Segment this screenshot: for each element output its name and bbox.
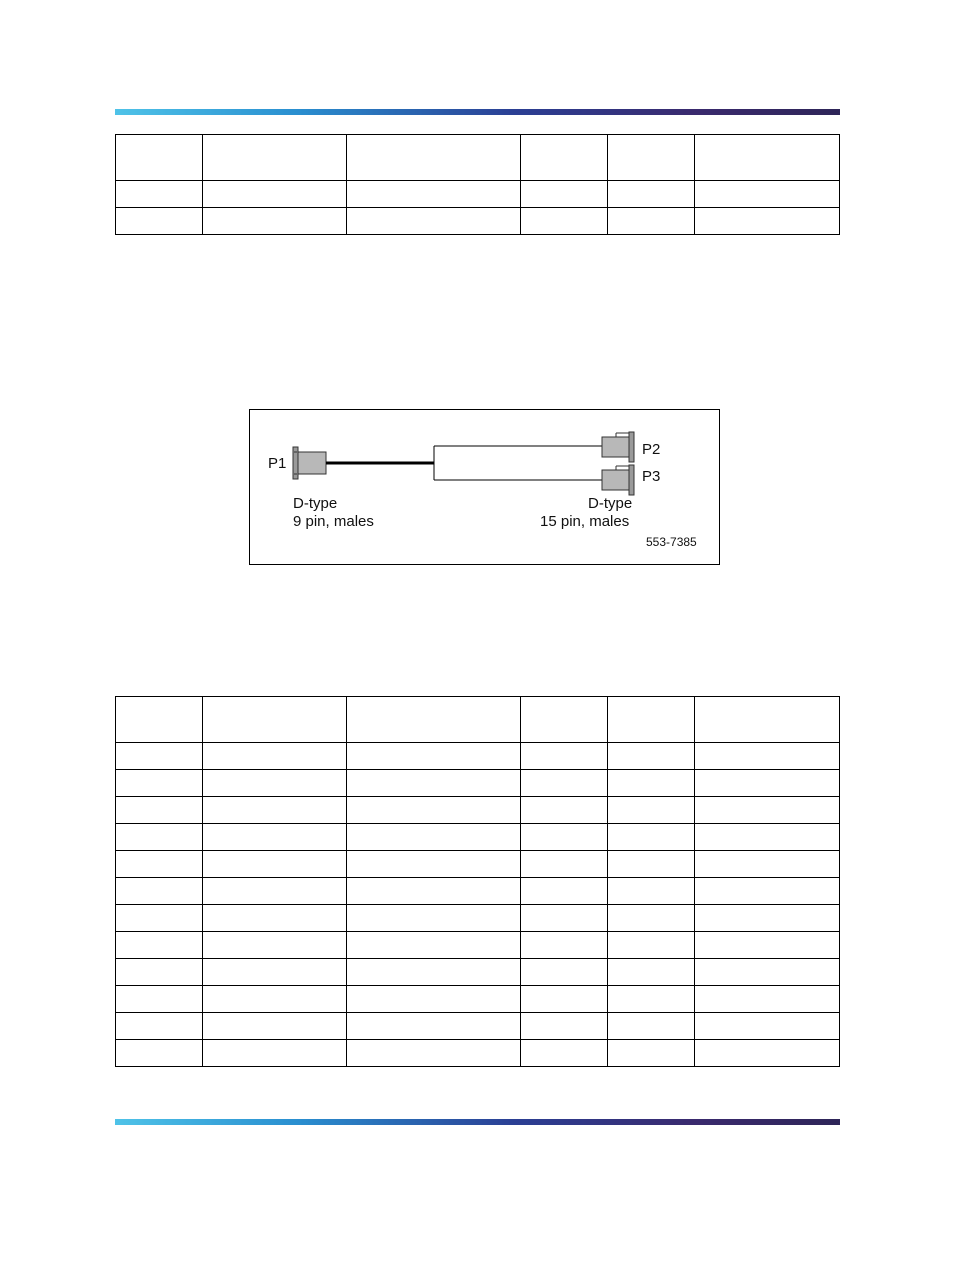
table-cell <box>608 851 695 878</box>
table-row <box>116 878 840 905</box>
table-cell <box>203 797 347 824</box>
table-cell <box>203 770 347 797</box>
table-cell <box>203 932 347 959</box>
table-row <box>116 797 840 824</box>
p2-label: P2 <box>642 441 661 458</box>
table-cell <box>695 932 840 959</box>
table-cell <box>608 743 695 770</box>
table-row <box>116 1040 840 1067</box>
table-cell <box>347 743 521 770</box>
table-cell <box>116 181 203 208</box>
pinout-table-bottom <box>115 696 840 1067</box>
table-cell <box>347 932 521 959</box>
table-header-row <box>116 697 840 743</box>
table-cell <box>521 1040 608 1067</box>
table-cell <box>608 878 695 905</box>
table-cell <box>203 743 347 770</box>
table-cell <box>608 959 695 986</box>
table-cell <box>695 743 840 770</box>
pinout-table-top <box>115 134 840 235</box>
table-row <box>116 851 840 878</box>
table-cell <box>695 851 840 878</box>
table-cell <box>695 208 840 235</box>
table-cell <box>116 905 203 932</box>
table-header-cell <box>695 697 840 743</box>
table-cell <box>347 181 521 208</box>
table-cell <box>521 932 608 959</box>
table-cell <box>203 905 347 932</box>
table-cell <box>203 986 347 1013</box>
table-cell <box>521 959 608 986</box>
table-row <box>116 905 840 932</box>
table-cell <box>347 208 521 235</box>
p3-connector <box>602 465 634 495</box>
table-cell <box>695 905 840 932</box>
table-cell <box>695 878 840 905</box>
right-connector-spec: 15 pin, males <box>540 513 630 530</box>
table-header-cell <box>203 135 347 181</box>
header-bar <box>115 109 840 115</box>
table-cell <box>347 797 521 824</box>
table-cell <box>695 181 840 208</box>
table-cell <box>608 1040 695 1067</box>
table-cell <box>608 1013 695 1040</box>
table-cell <box>608 905 695 932</box>
table-cell <box>116 878 203 905</box>
table-cell <box>116 770 203 797</box>
table-row <box>116 932 840 959</box>
table-row <box>116 743 840 770</box>
table-cell <box>203 959 347 986</box>
table-cell <box>347 851 521 878</box>
table-cell <box>347 878 521 905</box>
table-cell <box>116 1040 203 1067</box>
left-connector-spec: 9 pin, males <box>293 513 374 530</box>
table-cell <box>203 878 347 905</box>
table-header-cell <box>521 697 608 743</box>
table-cell <box>695 824 840 851</box>
table-header-row <box>116 135 840 181</box>
table-cell <box>521 824 608 851</box>
table-cell <box>695 770 840 797</box>
table-cell <box>521 1013 608 1040</box>
p3-label: P3 <box>642 468 661 485</box>
table-header-cell <box>347 135 521 181</box>
table-cell <box>347 1040 521 1067</box>
table-cell <box>521 743 608 770</box>
table-cell <box>203 1040 347 1067</box>
table-row <box>116 824 840 851</box>
table-cell <box>608 181 695 208</box>
table-header-cell <box>521 135 608 181</box>
table-cell <box>608 986 695 1013</box>
table-cell <box>608 797 695 824</box>
table-cell <box>347 905 521 932</box>
table-row <box>116 986 840 1013</box>
table-row <box>116 181 840 208</box>
table-cell <box>116 208 203 235</box>
table-cell <box>116 743 203 770</box>
table-header-cell <box>116 697 203 743</box>
table-cell <box>203 851 347 878</box>
p1-connector <box>293 447 326 479</box>
table-cell <box>347 986 521 1013</box>
table-cell <box>521 905 608 932</box>
table-cell <box>608 824 695 851</box>
p2-connector <box>602 432 634 462</box>
table-cell <box>695 986 840 1013</box>
figure-id: 553-7385 <box>646 535 697 549</box>
table-cell <box>521 986 608 1013</box>
table-cell <box>521 797 608 824</box>
table-header-cell <box>608 697 695 743</box>
table-cell <box>116 797 203 824</box>
cable-diagram <box>249 409 720 565</box>
table-cell <box>521 208 608 235</box>
table-cell <box>347 824 521 851</box>
table-cell <box>116 986 203 1013</box>
table-cell <box>695 959 840 986</box>
table-cell <box>608 932 695 959</box>
table-cell <box>203 181 347 208</box>
table-cell <box>608 208 695 235</box>
table-cell <box>203 208 347 235</box>
table-row <box>116 959 840 986</box>
table-cell <box>203 1013 347 1040</box>
table-header-cell <box>608 135 695 181</box>
table-cell <box>116 1013 203 1040</box>
table-cell <box>521 878 608 905</box>
table-header-cell <box>116 135 203 181</box>
p1-label: P1 <box>268 455 287 472</box>
table-cell <box>608 770 695 797</box>
table-cell <box>521 181 608 208</box>
table-header-cell <box>695 135 840 181</box>
table-cell <box>347 1013 521 1040</box>
table-cell <box>695 1040 840 1067</box>
table-cell <box>521 851 608 878</box>
table-row <box>116 1013 840 1040</box>
table-cell <box>521 770 608 797</box>
table-cell <box>347 770 521 797</box>
table-row <box>116 208 840 235</box>
table-header-cell <box>203 697 347 743</box>
table-cell <box>116 851 203 878</box>
table-cell <box>116 824 203 851</box>
table-cell <box>347 959 521 986</box>
table-row <box>116 770 840 797</box>
right-connector-type: D-type <box>588 495 633 512</box>
footer-bar <box>115 1119 840 1125</box>
table-header-cell <box>347 697 521 743</box>
table-cell <box>203 824 347 851</box>
left-connector-type: D-type <box>293 495 338 512</box>
table-cell <box>116 932 203 959</box>
table-cell <box>116 959 203 986</box>
table-cell <box>695 1013 840 1040</box>
table-cell <box>695 797 840 824</box>
